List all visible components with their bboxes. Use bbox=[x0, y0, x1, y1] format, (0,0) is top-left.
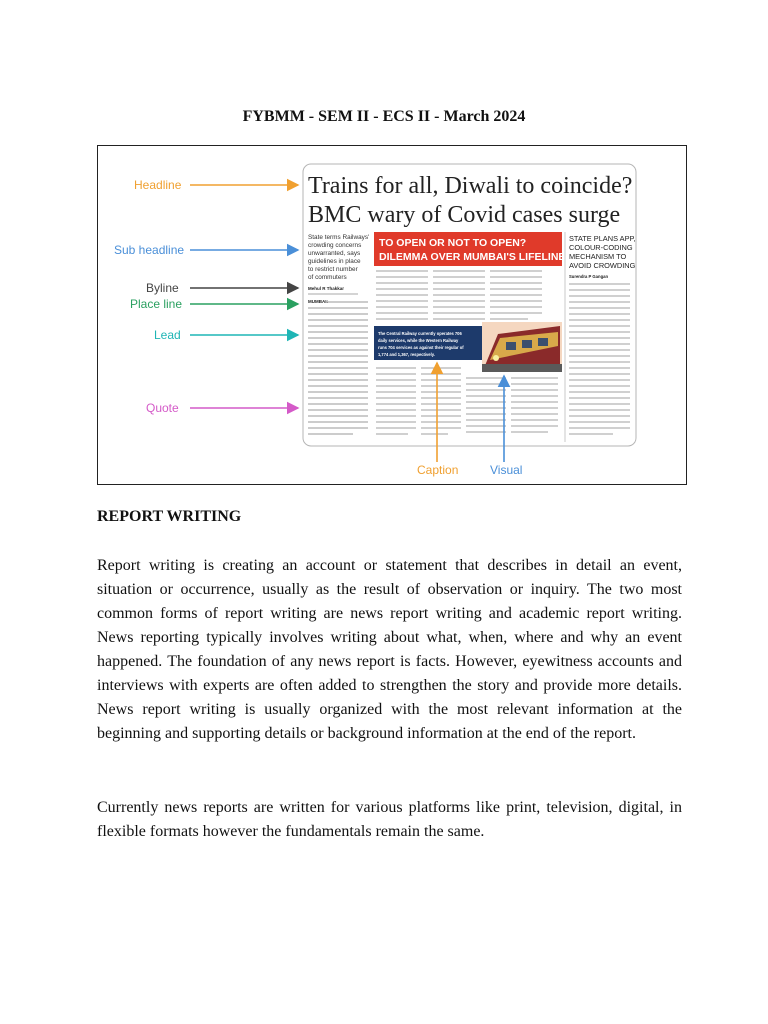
paragraph-news-platforms: Currently news reports are written for various platforms like print, television, digital, in flexible formats however the fundamentals remain the same. bbox=[97, 799, 682, 840]
svg-text:of commuters: of commuters bbox=[308, 274, 347, 281]
svg-text:MECHANISM TO: MECHANISM TO bbox=[569, 252, 627, 261]
clipping-byline: Mehul R Thakkar bbox=[308, 286, 345, 291]
paragraph-report-definition: Report writing is creating an account or statement that describes in detail an event, situation or occurrence, usually as the result of observation or inquiry. The two most common forms of report writing are news report writing and academic report writing. News reporting typically involves writing about what, when, where and why an event happened. The foundation of any news report is facts. However, eyewitness accounts and interviews with experts are often added to strengthen the story and provide more details. News report writing is usually organized with the most relevant information at the beginning and supporting details or background information at the end of the report. bbox=[97, 557, 682, 742]
clipping-place-line: MUMBAI: bbox=[308, 299, 328, 304]
svg-text:to restrict number: to restrict number bbox=[308, 266, 358, 273]
svg-text:The Central Railway currently: The Central Railway currently operates 706 bbox=[378, 331, 462, 336]
svg-text:AVOID CROWDING: AVOID CROWDING bbox=[569, 261, 636, 270]
label-caption: Caption bbox=[417, 463, 459, 477]
section-heading-report-writing: REPORT WRITING bbox=[97, 508, 242, 525]
clipping-train-visual bbox=[482, 322, 562, 372]
svg-text:1,774 and 1,367, respectively.: 1,774 and 1,367, respectively. bbox=[378, 352, 435, 357]
svg-text:runs 704 services as against t: runs 704 services as against their regular of bbox=[378, 345, 464, 350]
label-headline: Headline bbox=[134, 178, 182, 192]
clipping-headline-line2: BMC wary of Covid cases surge bbox=[308, 202, 621, 228]
clipping-banner-line1: TO OPEN OR NOT TO OPEN? bbox=[379, 237, 527, 249]
svg-text:guidelines in place: guidelines in place bbox=[308, 258, 361, 265]
svg-text:State terms Railways': State terms Railways' bbox=[308, 234, 370, 241]
label-place-line: Place line bbox=[130, 297, 183, 311]
annotated-newspaper-figure bbox=[97, 145, 687, 485]
label-visual: Visual bbox=[490, 463, 523, 477]
clipping-side-byline: Surendra P Gangan bbox=[569, 274, 609, 279]
newspaper-diagram bbox=[98, 146, 686, 484]
clipping-headline-line1: Trains for all, Diwali to coincide? bbox=[308, 173, 633, 199]
label-lead: Lead bbox=[154, 328, 181, 342]
svg-text:unwarranted, says: unwarranted, says bbox=[308, 250, 361, 257]
clipping-side-heading bbox=[569, 234, 636, 270]
svg-text:COLOUR-CODING: COLOUR-CODING bbox=[569, 243, 633, 252]
clipping-banner-line2: DILEMMA OVER MUMBAI'S LIFELINE bbox=[379, 251, 566, 263]
svg-text:crowding concerns: crowding concerns bbox=[308, 242, 362, 249]
label-byline: Byline bbox=[146, 281, 179, 295]
label-quote: Quote bbox=[146, 401, 179, 415]
label-sub-headline: Sub headline bbox=[114, 243, 185, 257]
svg-text:STATE PLANS APP,: STATE PLANS APP, bbox=[569, 234, 636, 243]
svg-text:daily services, while the West: daily services, while the Western Railway bbox=[378, 338, 459, 343]
document-title: FYBMM - SEM II - ECS II - March 2024 bbox=[242, 108, 526, 125]
